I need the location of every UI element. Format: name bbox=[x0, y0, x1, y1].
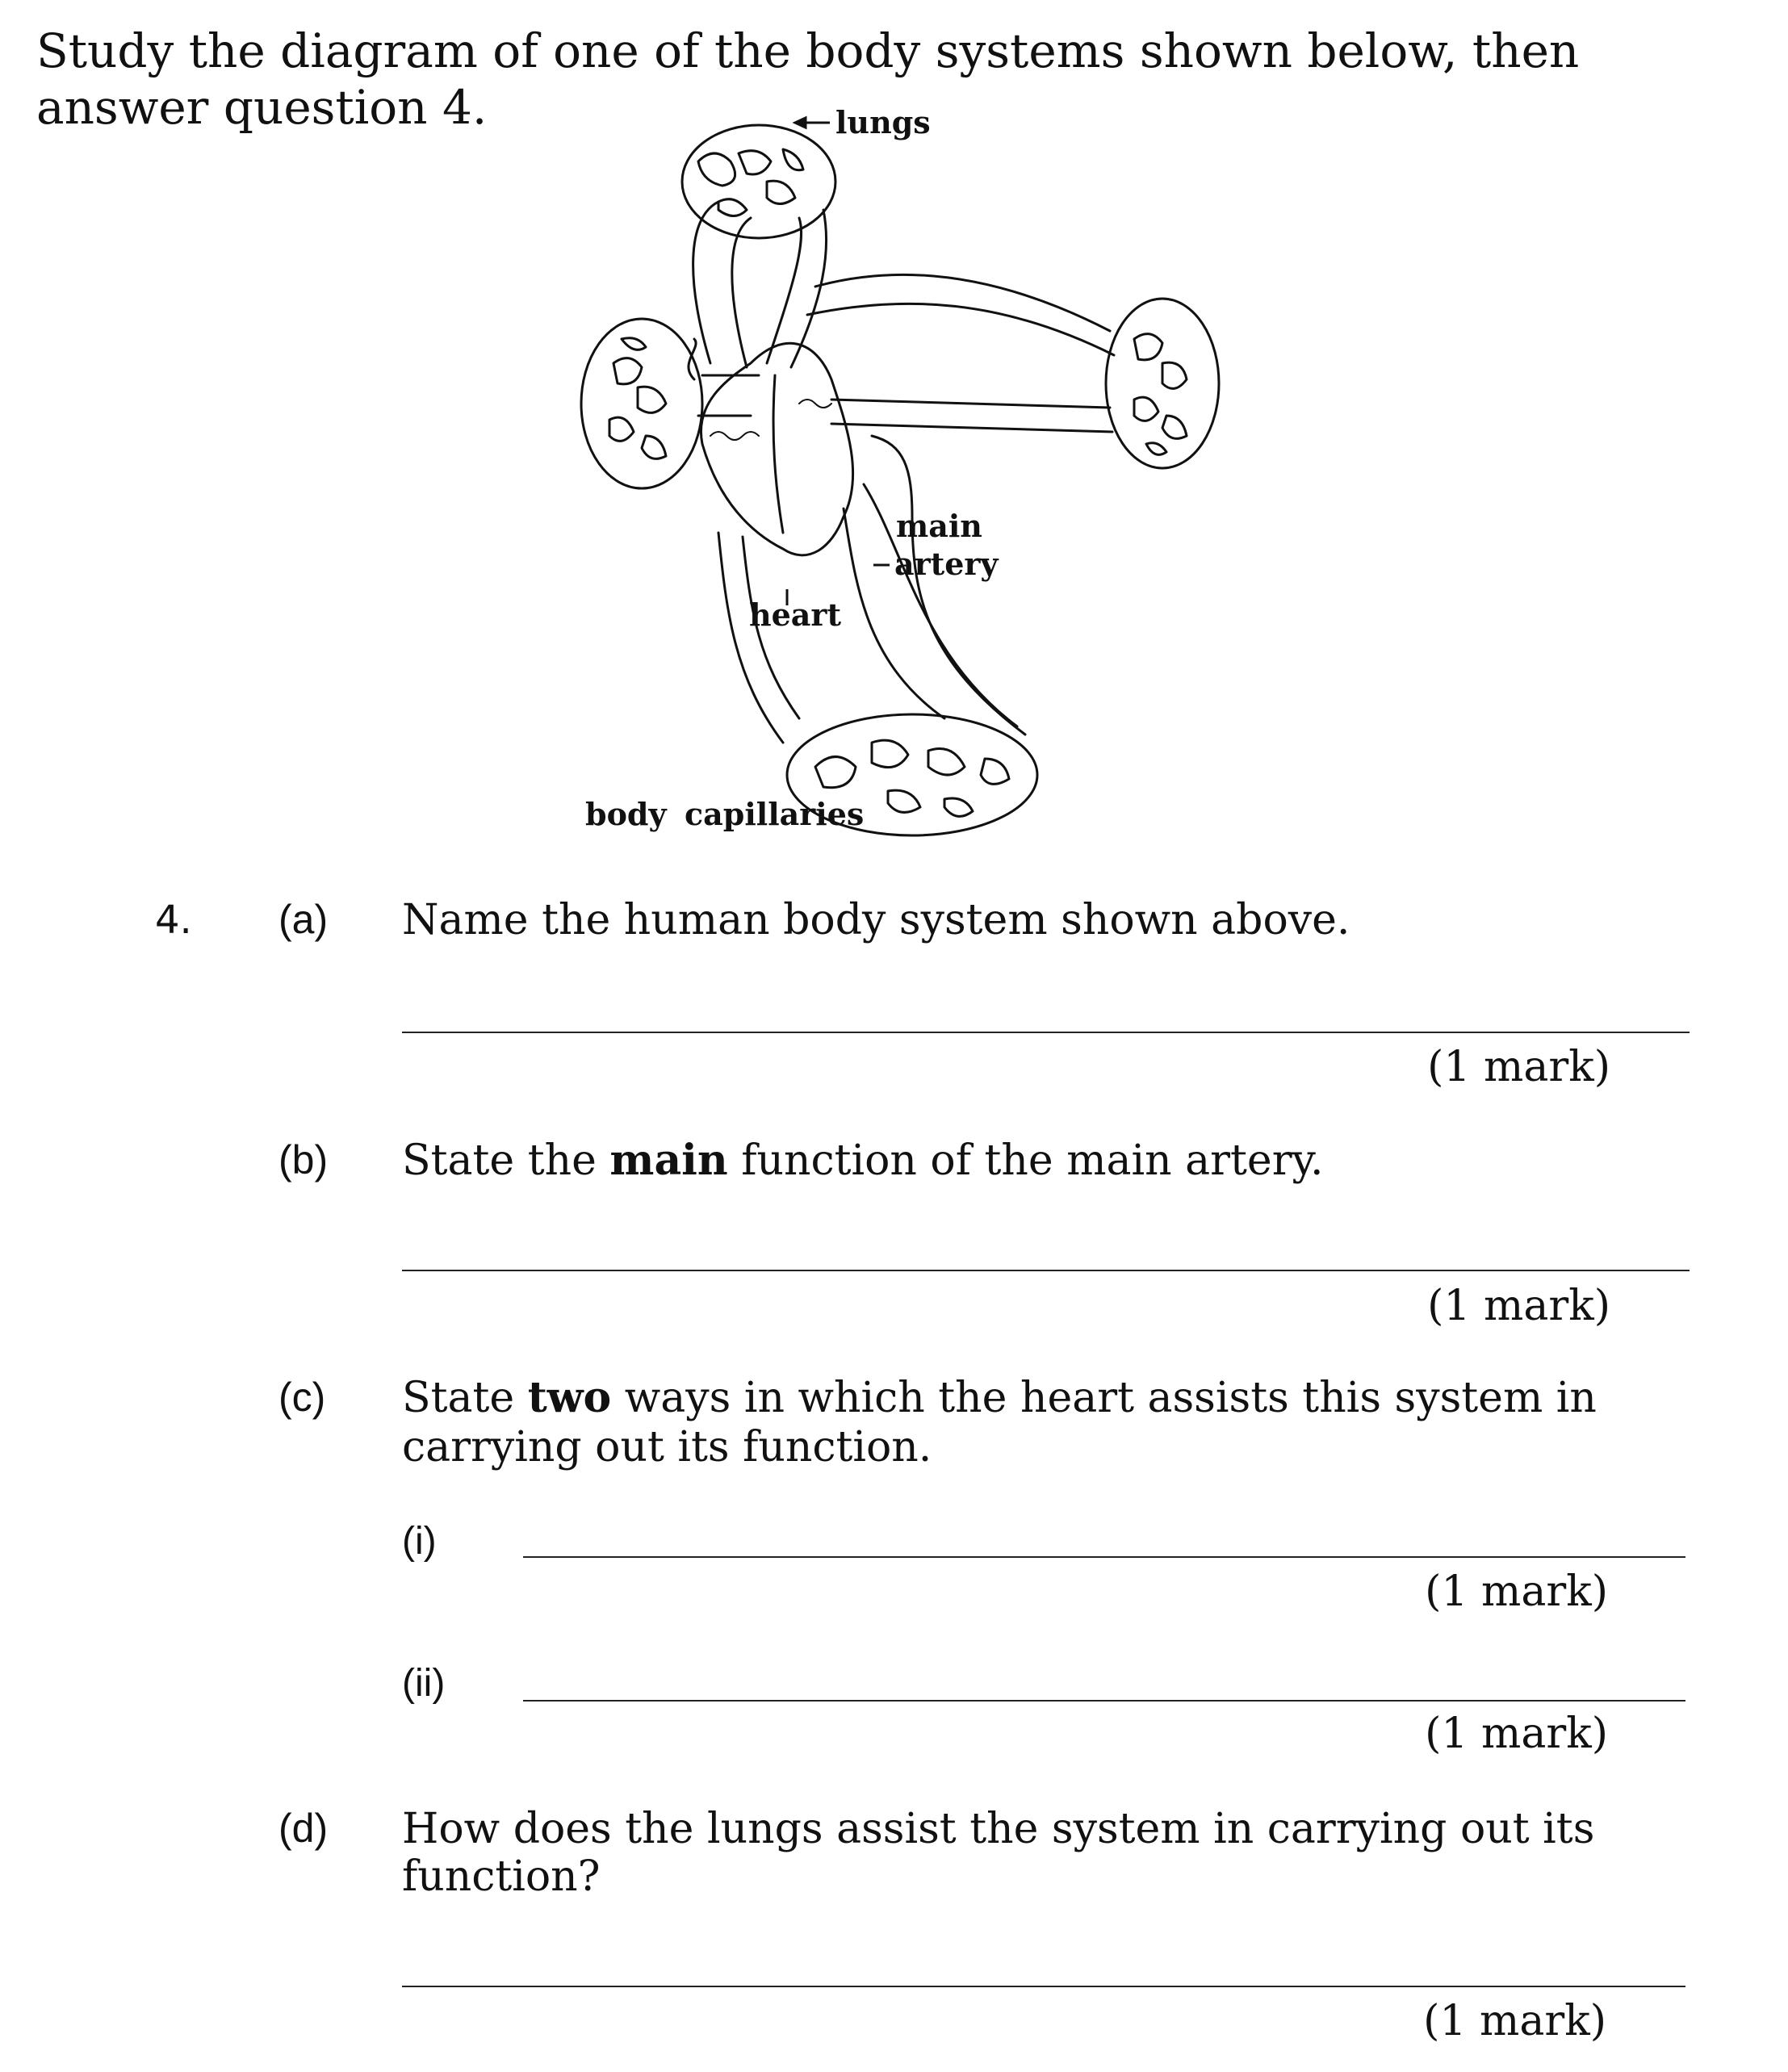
part-c-ii-label: (ii) bbox=[402, 1662, 446, 1705]
part-b-letter: (b) bbox=[278, 1137, 329, 1183]
answer-line-d[interactable] bbox=[402, 1986, 1685, 1987]
part-c-ii-mark: (1 mark) bbox=[1425, 1710, 1608, 1758]
question-number: 4. bbox=[155, 898, 192, 943]
part-b-text: State the main function of the main artery. bbox=[402, 1136, 1324, 1185]
answer-line-b[interactable] bbox=[402, 1270, 1690, 1271]
part-a-text: Name the human body system shown above. bbox=[402, 896, 1350, 944]
part-c-i-mark: (1 mark) bbox=[1425, 1568, 1608, 1616]
part-d-text-line1: How does the lungs assist the system in carrying out its bbox=[402, 1805, 1595, 1853]
part-a-mark: (1 mark) bbox=[1427, 1043, 1610, 1091]
label-body: body bbox=[585, 796, 667, 832]
part-d-letter: (d) bbox=[278, 1806, 329, 1851]
answer-line-c-ii[interactable] bbox=[523, 1700, 1685, 1702]
part-d-mark: (1 mark) bbox=[1423, 1997, 1606, 2045]
part-c-text-line2: carrying out its function. bbox=[402, 1423, 932, 1471]
part-d-text-line2: function? bbox=[402, 1852, 601, 1901]
lung-capillary-bed bbox=[682, 125, 835, 238]
label-lungs: lungs bbox=[835, 104, 931, 140]
part-b-mark: (1 mark) bbox=[1427, 1282, 1610, 1330]
circulatory-diagram bbox=[565, 97, 1227, 848]
intro-text: Study the diagram of one of the body systems shown below, then answer question 4. bbox=[36, 23, 1580, 135]
left-capillary-bed bbox=[581, 319, 702, 488]
part-c-i-label: (i) bbox=[402, 1520, 437, 1563]
part-a-letter: (a) bbox=[278, 897, 329, 942]
part-c-letter: (c) bbox=[278, 1375, 326, 1420]
label-capillaries: capillaries bbox=[685, 796, 865, 832]
label-heart: heart bbox=[749, 596, 841, 633]
answer-line-c-i[interactable] bbox=[523, 1556, 1685, 1558]
label-artery: artery bbox=[894, 546, 999, 582]
part-c-text-line1: State two ways in which the heart assists this system in bbox=[402, 1373, 1597, 1422]
answer-line-a[interactable] bbox=[402, 1032, 1690, 1033]
label-main: main bbox=[896, 508, 982, 544]
